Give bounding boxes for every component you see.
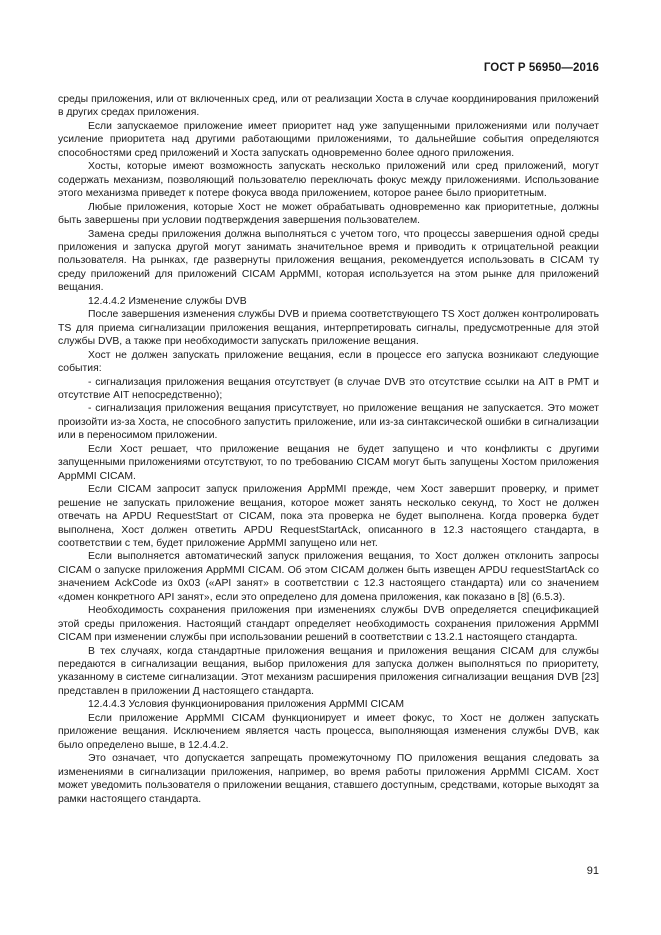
section-heading-12-4-4-3: 12.4.4.3 Условия функционирования приложения AppMMI CICAM — [88, 699, 405, 711]
paragraph-7: Хост не должен запускать приложение вещания, если в процессе его запуска возникают следующие события: — [58, 349, 599, 375]
document-standard-id: ГОСТ Р 56950—2016 — [483, 62, 599, 74]
paragraph-2: Хосты, которые имеют возможность запускать несколько приложений или сред приложений, могут содержать механизм, позволяющий пользователю переключать фокус между приложениями. Использование этого механизма приведет к потере фокуса ввода приложением, которое ранее было приоритетным. — [58, 161, 599, 200]
section-heading-12-4-4-2: 12.4.4.2 Изменение службы DVB — [88, 295, 247, 307]
page-number: 91 — [586, 865, 599, 877]
paragraph-4: Замена среды приложения должна выполняться с учетом того, что процессы завершения одной среды приложения и запуска другой могут занимать значительное время и приводить к отрицательной реакции пользователя. На рынках, где развернуты приложения вещания, рекомендуется использовать в CICAM ту среду приложений для приложений CICAM AppMMI, которая используется на этом рынке для приложений вещания. — [58, 228, 599, 294]
list-item-1: - сигнализация приложения вещания отсутствует (в случае DVB это отсутствие ссылки на AIT в PMT и отсутствие AIT непосредственно); — [58, 376, 599, 401]
paragraph-17: Это означает, что допускается запрещать промежуточному ПО приложения вещания следовать за изменениями в сигнализации приложения, например, во время работы приложения AppMMI CICAM. Хост может уведомить пользователя о приложении вещания, ставшего доступным, средствами, которые выходят за рамки настоящего стандарта. — [58, 753, 599, 805]
paragraph-16: Если приложение AppMMI CICAM функционирует и имеет фокус, то Хост не должен запускать приложение вещания. Исключением является часть процесса, выполняющая изменения службы DVB, как было определено выше, в 12.4.4.2. — [58, 712, 599, 751]
paragraph-0: среды приложения, или от включенных сред, или от реализации Хоста в случае координирования приложений в других средах приложения. — [58, 94, 599, 119]
paragraph-6: После завершения изменения службы DVB и приема соответствующего TS Хост должен контролировать TS для приема сигнализации приложения вещания, интерпретировать сигналы, предусмотренные для этой службы DVB, а также при необходимости запускать приложение вещания. — [58, 309, 599, 348]
paragraph-3: Любые приложения, которые Хост не может обрабатывать одновременно как приоритетные, должны быть завершены при условии подтверждения завершения пользователем. — [58, 201, 599, 227]
document-body — [58, 93, 599, 806]
paragraph-13: Необходимость сохранения приложения при изменениях службы DVB определяется спецификацией этой среды приложения. Настоящий стандарт определяет необходимость сохранения приложения AppMMI CICAM при изменении службы при использовании решений в соответствии с 13.2.1 настоящего стандарта. — [58, 605, 599, 644]
paragraph-14: В тех случаях, когда стандартные приложения вещания и приложения вещания CICAM для службы передаются в сигнализации вещания, выбор приложения для запуска должен выполняться по приоритету, указанному в системе сигнализации. Этот механизм расширения приложения сигнализации вещания DVB [23] представлен в приложении Д настоящего стандарта. — [58, 645, 599, 697]
paragraph-12: Если выполняется автоматический запуск приложения вещания, то Хост должен отклонить запросы CICAM о запуске приложения AppMMI CICAM. Об этом CICAM должен быть извещен APDU requestStartAck со значением AckCode из 0x03 («API занят» в соответствии с 12.3 настоящего стандарта) или со значением «домен конкретного API занят», если это определено для домена приложения, как показано в [8] (6.5.3). — [58, 551, 599, 603]
list-item-2: - сигнализация приложения вещания присутствует, но приложение вещания не запускается. Это может произойти из-за Хоста, не способного запустить приложение, или из-за синтаксической ошибки в сигнализации или в переносимом приложении. — [58, 403, 599, 442]
paragraph-11: Если CICAM запросит запуск приложения AppMMI прежде, чем Хост завершит проверку, и примет решение не запускать приложение вещания, которое может занять несколько секунд, то Хост не должен отвечать на APDU RequestStart от CICAM, пока эта проверка не будет выполнена. Когда проверка будет выполнена, Хост должен ответить APDU RequestStartAck, описанного в 12.3 настоящего стандарта, в соответствии с тем, будет приложение AppMMI запущено или нет. — [58, 484, 599, 549]
paragraph-10: Если Хост решает, что приложение вещания не будет запущено и что конфликты с другими запущенными приложениями отсутствуют, то по требованию CICAM могут быть запущены Хостом приложения AppMMI CICAM. — [58, 443, 599, 482]
paragraph-1: Если запускаемое приложение имеет приоритет над уже запущенными приложениями или получает усиление приоритета над другими работающими приложениями, то дальнейшие события определяются способностями сред приложений и Хоста запускать одновременно более одного приложения. — [58, 120, 599, 159]
